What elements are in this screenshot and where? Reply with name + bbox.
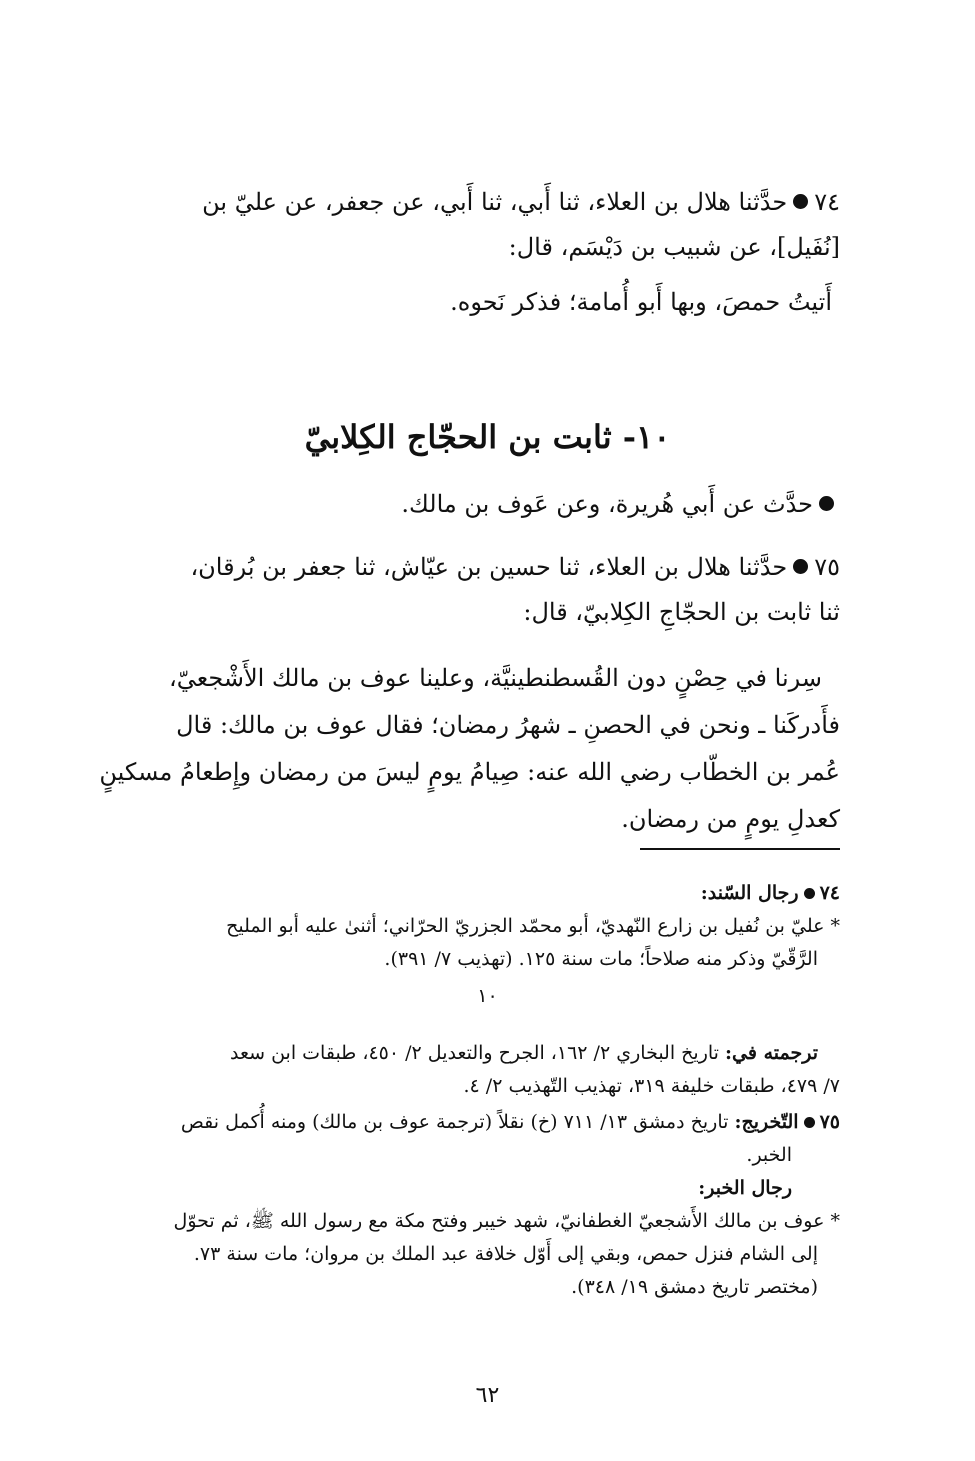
- hadith-number: ٧٤: [814, 188, 840, 216]
- footnote-10: ترجمته في: تاريخ البخاري ٢/ ١٦٢، الجرح والتعديل ٢/ ٤٥٠، طبقات ابن سعد ٧/ ٤٧٩، طبقات خليفة ٣١٩، تهذيب التّهذيب ٢/ ٤.: [229, 1042, 840, 1097]
- quote-line: سِرنا في حِصْنٍ دون القُسطنطينيَّة، وعلينا عوف بن مالك الأَشْجعيّ،: [169, 664, 822, 692]
- footnote-separator: [640, 848, 840, 850]
- quote-line: عُمر بن الخطّاب رضي الله عنه: صِيامُ يومٍ ليسَ من رمضان وإِطعامُ مسكينٍ: [99, 758, 840, 786]
- section-footnote-number: ١٠: [477, 985, 498, 1007]
- section-intro: حدَّث عن أَبي هُريرة، وعن عَوف بن مالك.: [135, 482, 840, 527]
- section-title: ١٠- ثابت بن الحجّاج الكِلابيّ: [304, 418, 671, 456]
- quote-line: كعدلِ يومٍ من رمضان.: [621, 805, 840, 833]
- bullet-dot-icon: [819, 496, 834, 511]
- quote-line: فأَدركَنا ـ ونحن في الحصنِ ـ شهرُ رمضان؛ فقال عوف بن مالك: قال: [176, 711, 840, 739]
- footnote-entry-line: الرَّقّيّ وذكر منه صلاحاً؛ مات سنة ١٢٥. (تهذيب ٧/ ٣٩١).: [384, 948, 818, 970]
- footnote-entry-line: * عليّ بن نُفيل بن زارع النّهديّ، أبو محمّد الجزريّ الحرّاني؛ أثنىٰ عليه أبو المليح: [226, 915, 840, 937]
- footnote-entry-line: إلى الشام فنزل حمص، وبقي إلى أَوّل خلافة عبد الملك بن مروان؛ مات سنة ٧٣.: [193, 1243, 818, 1265]
- footnote-entry-line: * عوف بن مالك الأَشجعيّ الغطفانيّ، شهد خيبر وفتح مكة مع رسول الله ﷺ، ثم تحوّل: [173, 1210, 840, 1232]
- hadith-74-line-1: ٧٤حدَّثنا هلال بن العلاء، ثنا أَبي، ثنا أَبي، عن جعفر، عن عليّ بن: [202, 188, 840, 216]
- hadith-75-line-2: ثنا ثابت بن الحجّاجِ الكِلابيّ، قال:: [523, 598, 840, 626]
- bullet-dot-icon: [804, 888, 815, 899]
- hadith-75-quote: [99, 655, 840, 843]
- footnote-74: [135, 877, 840, 976]
- page-number: ٦٢: [475, 1383, 500, 1408]
- hadith-74-quote: أَتيتُ حمصَ، وبها أَبو أُمامة؛ فذكر نَحوه.: [450, 288, 832, 316]
- bullet-dot-icon: [793, 559, 808, 574]
- hadith-number: ٧٥: [814, 553, 840, 581]
- footnote-75: ٧٥التّخريج: تاريخ دمشق ١٣/ ٧١١ (خ) نقلاً (ترجمة عوف بن مالك) ومنه أُكمل نقص الخبر. رجال الخبر: * عوف بن مالك الأَشجعيّ الغطفانيّ، شهد خيبر وفتح مكة مع رسول الله ﷺ، ثم تحوّل إلى الشام فنزل حمص، وبقي إلى أَوّل خلافة عبد الملك بن مروان؛ مات سنة ٧٣. (مختصر تاريخ دمشق ١٩/ ٣٤٨).: [135, 1106, 840, 1304]
- hadith-74-line-2: [نُفَيل]، عن شبيب بن دَيْسَم، قال:: [508, 233, 840, 261]
- hadith-75-line-1: ٧٥حدَّثنا هلال بن العلاء، ثنا حسين بن عيّاش، ثنا جعفر بن بُرقان،: [190, 553, 840, 581]
- footnote-heading: رجال الخبر:: [698, 1177, 792, 1199]
- hadith-74: [135, 180, 840, 325]
- footnote-entry-line: (مختصر تاريخ دمشق ١٩/ ٣٤٨).: [571, 1276, 818, 1298]
- bullet-dot-icon: [804, 1117, 815, 1128]
- footnote-heading: ٧٤رجال السّند:: [700, 882, 840, 904]
- bullet-dot-icon: [793, 194, 808, 209]
- hadith-75: [135, 545, 840, 635]
